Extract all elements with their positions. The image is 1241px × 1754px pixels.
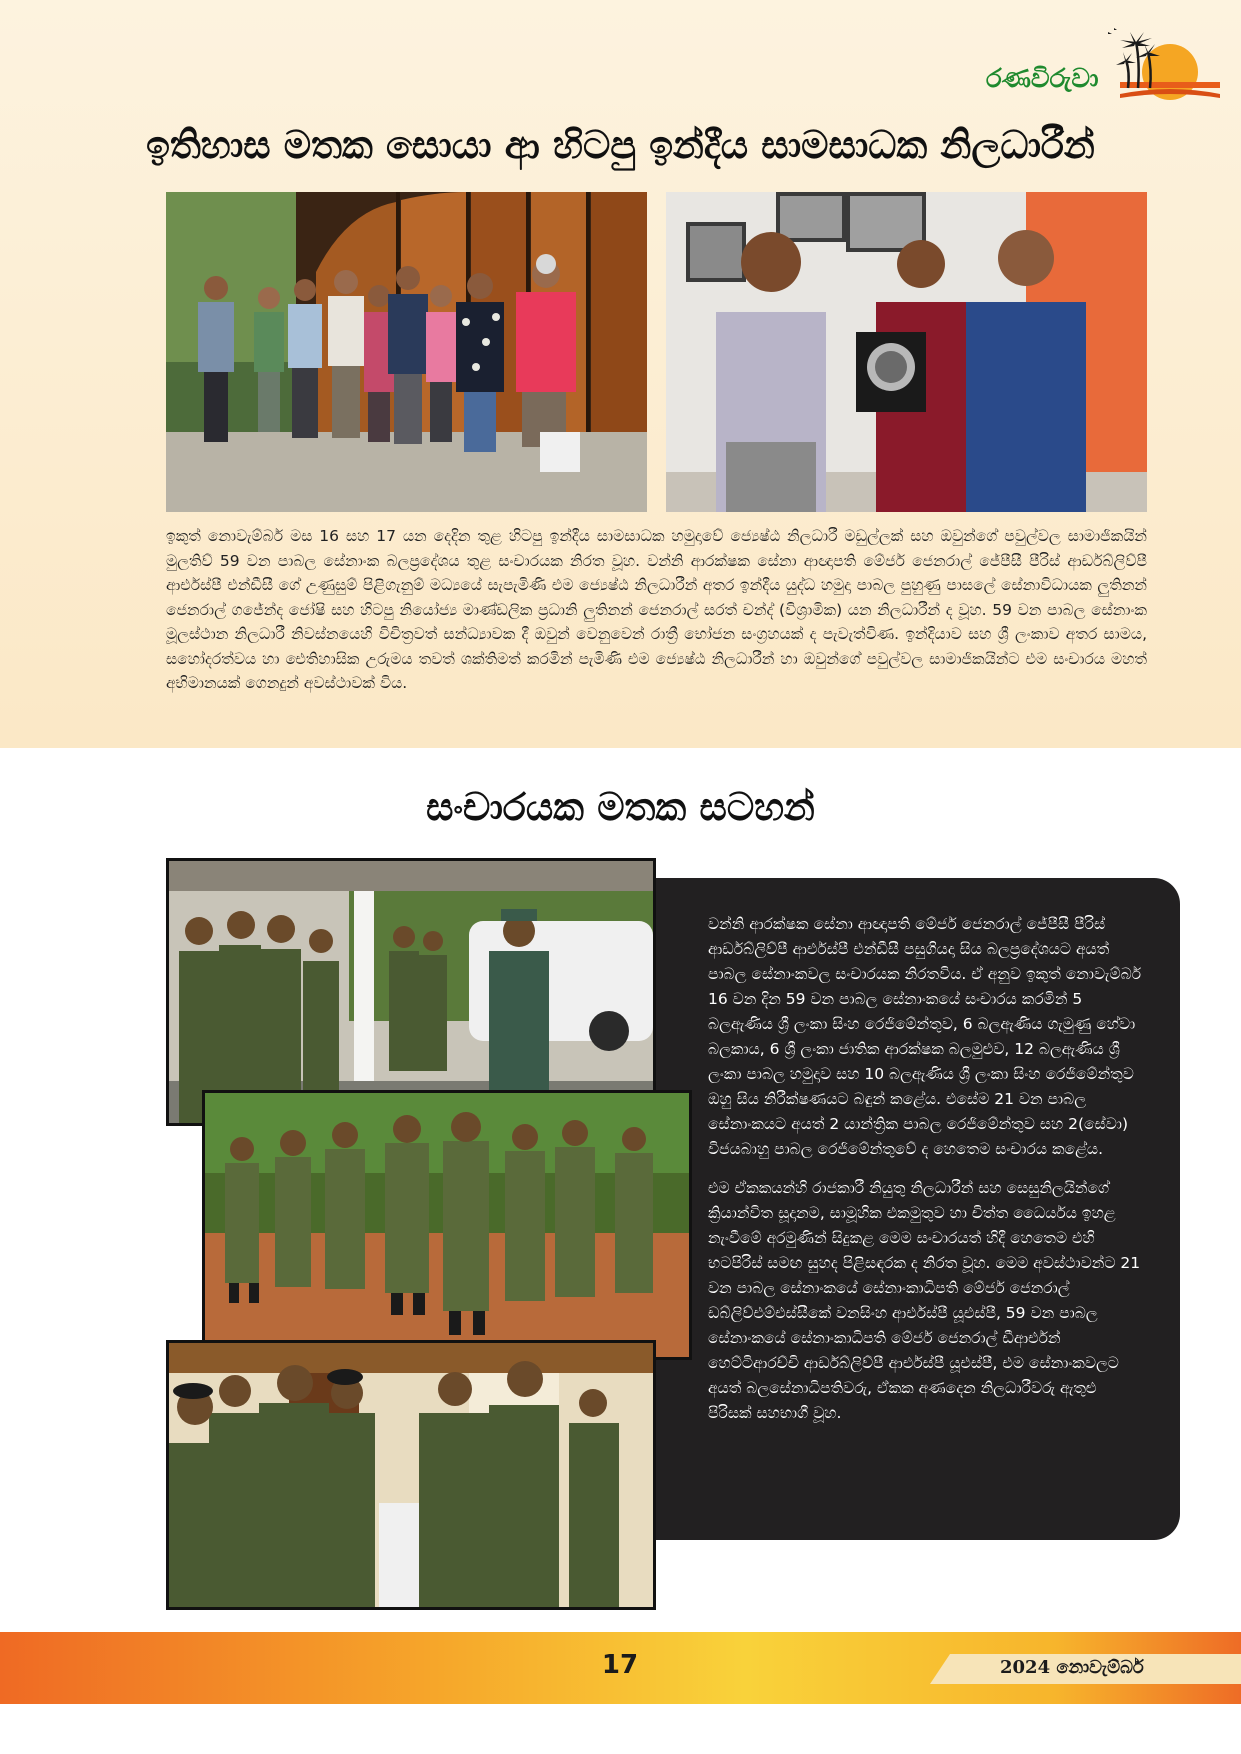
group-photo-illustration (166, 192, 647, 512)
panel-paragraph-1: වන්නි ආරක්ෂක සේනා ආඥාපති මේජර් ජෙනරාල් ජේපීසී පීරිස් ආර්ඩබ්ලිව්පී ආර්එස්පී එන්ඩීසී පසුගියදා සිය බලප්‍රදේශයට අයත් පාබල සේනාංකවල සංචාරයක නිරතවිය. ඒ අනුව ඉකුත් නොවැම්බර් 16 වන දින 59 වන පාබල සේනාංකයේ සංචාරය කරමින් 5 බලඇණිය ශ්‍රී ලංකා සිංහ රෙජිමේන්තුව, 6 බලඇණිය ගැමුණු හේවා බලකාය, 6 ශ්‍රී ලංකා ජාතික ආරක්ෂක බලමුළුව, 12 බලඇණිය ශ්‍රී ලංකා පාබල හමුදාව සහ 10 බලඇණිය ශ්‍රී ලංකා සිංහ රෙජිමේන්තුව ඔහු සිය නිරීක්ෂණයට බඳුන් කළේය. එසේම 21 වන පාබල සේනාංකයට අයත් 2 යාන්ත්‍රික පාබල රෙජිමේන්තුව සහ 2(සේවා) විජයබාහු පාබල රෙජිමේන්තුවේ ද හෙතෙම සංචාරය කළේය. (708, 915, 1142, 1158)
soldiers-vehicle-illustration (169, 861, 653, 1123)
article-title: ඉතිහාස මතක සොයා ආ හිටපු ඉන්දීය සාමසාධක නිලධාරීන් (146, 122, 1095, 167)
logo-text: රණවිරුවා (986, 64, 1099, 94)
section-title: සංචාරයක මතක සටහන් (426, 784, 815, 829)
palm-sunset-icon (1090, 22, 1220, 112)
officers-walking-illustration (205, 1093, 689, 1357)
plaque-photo-illustration (666, 192, 1147, 512)
article-body: ඉකුත් නොවැම්බර් මස 16 සහ 17 යන දෙදින තුළ හිටපු ඉන්දීය සාමසාධක හමුදාවේ ජ්‍යෙෂ්ඨ නිලධාරී මඩුල්ලක් සහ ඔවුන්ගේ පවුල්වල සාමාජිකයින් මුලතිව් 59 වන පාබල සේනාංක බලප්‍රදේශය තුළ සංචාරයක නිරත වූහ. වන්නි ආරක්ෂක සේනා ආඥාපති මේජර් ජෙනරාල් ජේපීසී පීරිස් ආර්ඩබ්ලිව්පී ආර්එස්පී එන්ඩීසී ගේ උණුසුම් පිළිගැනුම් මධ්‍යයේ සැපැමිණි එම ජ්‍යෙෂ්ඨ නිලධාරීන් අතර ඉන්දීය යුද්ධ හමුදා පාබල පුහුණු පාසලේ සේනාවිධායක ලුතිනන් ජෙනරාල් ගජේන්ද ජෝෂි සහ හිටපු නියෝජ්‍ය මාණ්ඩලික ප්‍රධානි ලුතිනන් ජෙනරාල් සරත් චන්ද් (විශ්‍රාමික) යන නිලධාරීන් ද වූහ. 59 වන පාබල සේනාංක මූලස්ථාන නිලධාරී නිවස්නයෙහි විචිත්‍රවත් සන්ධ්‍යාවක දී ඔවුන් වෙනුවෙන් රාත්‍රී භෝජන සංග්‍රහයක් ද පැවැත්විණ. ඉන්දියාව සහ ශ්‍රී ලංකාව අතර සාමය, සහෝදරත්වය හා ඓතිහාසික උරුමය තවත් ශක්තිමත් කරමින් පැමිණි එම ජ්‍යෙෂ්ඨ නිලධාරීන් හා ඔවුන්ගේ පවුල්වල සාමාජිකයින්ට එම සංචාරය මහත් අභිමානයක් ගෙනදුන් අවස්ථාවක් විය. (166, 527, 1147, 692)
officers-walking-photo (202, 1090, 692, 1360)
officers-conversation-illustration (169, 1343, 653, 1607)
soldiers-welcome-photo (166, 858, 656, 1126)
issue-date: 2024 නොවැම්බර් (1000, 1657, 1144, 1678)
panel-paragraph-2: එම ඒකකයන්හි රාජකාරී නියුතු නිලධාරීන් සහ සෙසුනිලයින්ගේ ක්‍රියාන්විත සූදානම, සාමූහික එකමුතුව හා චිත්ත ධෛර්යය ඉහළ නැංවීමේ අරමුණින් සිදුකළ මෙම සංචාරයත් හිදී හෙතෙම එහි භටපිරිස් සමඟ සුහද පිළිසඳරක ද නිරත වූහ. මෙම අවස්ථාවන්ට 21 වන පාබල සේනාංකයේ සේනාංකාධිපති මේජර් ජෙනරාල් ඩබ්ලිව්එම්එස්සීකේ වනසිංහ ආර්එස්පී යූඑස්පී, 59 වන පාබල සේනාංකයේ සේනාංකාධිපති මේජර් ජෙනරාල් ඩීආර්එන් හෙට්ටිආරච්චි ආර්ඩබ්ලිව්පී ආර්එස්පී යූඑස්පී, එම සේනාංකවලට අයත් බලසේනාධිපතිවරු, ඒකක අණදෙන නිලධාරීවරු ඇතුළු පිරිසක් සහභාගී වූහ. (708, 1179, 1141, 1422)
magazine-logo (980, 22, 1220, 112)
group-photo-veterans (166, 192, 647, 512)
page-number: 17 (601, 1650, 639, 1680)
plaque-presentation-photo (666, 192, 1147, 512)
panel-text-body (708, 912, 1144, 1440)
officers-conversation-photo (166, 1340, 656, 1610)
